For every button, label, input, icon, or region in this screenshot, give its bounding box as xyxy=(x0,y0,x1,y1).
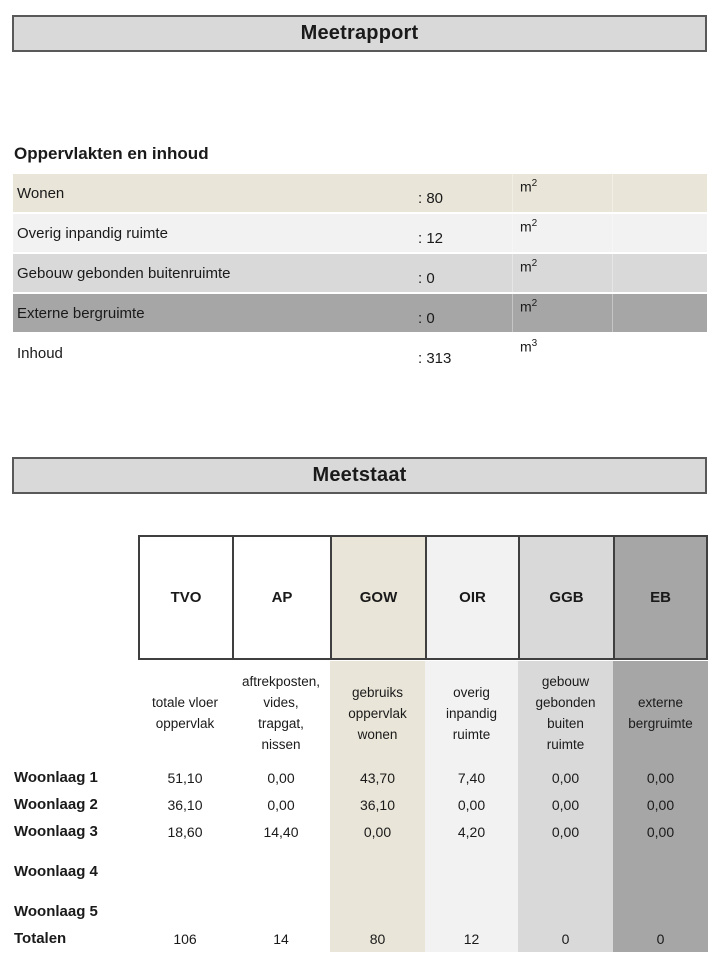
surface-row-gebouw-gebonden xyxy=(13,254,707,292)
table-cell-total: 106 xyxy=(173,930,197,947)
surface-row-wonen xyxy=(13,174,707,212)
surface-label: Wonen xyxy=(17,184,65,202)
cell-divider xyxy=(612,214,613,252)
cell-divider xyxy=(612,294,613,332)
surface-value: : 12 xyxy=(418,230,444,247)
surface-row-overig-inpandig xyxy=(13,214,707,252)
table-cell: 0,00 xyxy=(551,823,580,840)
surface-value: : 80 xyxy=(418,190,444,207)
row-label-woonlaag-3: Woonlaag 3 xyxy=(14,823,98,840)
meetstaat-title-box xyxy=(12,457,707,494)
column-header-oir: OIR xyxy=(425,535,520,660)
row-label-woonlaag-2: Woonlaag 2 xyxy=(14,796,98,813)
table-cell: 36,10 xyxy=(167,796,203,813)
table-cell: 0,00 xyxy=(267,796,295,813)
column-header-tvo: TVO xyxy=(138,535,234,660)
table-cell: 0,00 xyxy=(551,796,580,813)
column-description-gow: gebruiks oppervlak wonen xyxy=(348,684,407,742)
surface-row-externe-bergruimte xyxy=(13,294,707,332)
meetstaat-title: Meetstaat xyxy=(312,464,407,486)
surface-label: Overig inpandig ruimte xyxy=(17,224,168,242)
table-cell: 0,00 xyxy=(363,823,392,840)
cell-divider xyxy=(512,254,513,292)
surface-value: : 313 xyxy=(418,350,452,367)
cell-divider xyxy=(512,214,513,252)
table-cell: 36,10 xyxy=(359,796,396,813)
table-cell: 0,00 xyxy=(551,769,580,786)
table-cell: 0,00 xyxy=(646,823,675,840)
table-cell: 0,00 xyxy=(457,796,486,813)
row-label-totalen: Totalen xyxy=(14,930,67,947)
table-cell: 51,10 xyxy=(167,769,203,786)
surface-value: : 0 xyxy=(418,310,435,327)
row-label-woonlaag-4: Woonlaag 4 xyxy=(14,863,98,880)
report-title: Meetrapport xyxy=(300,22,419,44)
column-description-ggb: gebouw gebonden buiten ruimte xyxy=(535,674,596,752)
surface-value: : 0 xyxy=(418,270,435,287)
surfaces-heading: Oppervlakten en inhoud xyxy=(14,144,209,163)
table-cell-total: 0 xyxy=(561,930,570,947)
column-description-oir: overig inpandig ruimte xyxy=(445,684,498,742)
surface-label: Gebouw gebonden buitenruimte xyxy=(17,264,231,282)
table-cell: 14,40 xyxy=(263,823,299,840)
surface-unit: $m^2$ xyxy=(520,258,538,275)
column-header-gow: GOW xyxy=(330,535,427,660)
table-cell-total: 14 xyxy=(273,930,289,947)
column-header-ap: AP xyxy=(232,535,332,660)
row-label-woonlaag-1: Woonlaag 1 xyxy=(14,769,98,786)
report-title-box xyxy=(12,15,707,52)
table-cell: 18,60 xyxy=(167,823,203,840)
column-header-ggb: GGB xyxy=(518,535,615,660)
surface-unit: $m^2$ xyxy=(520,298,538,315)
row-label-woonlaag-5: Woonlaag 5 xyxy=(14,903,98,920)
surface-label: Inhoud xyxy=(17,344,63,362)
table-cell: 0,00 xyxy=(267,769,295,786)
surface-unit: $m^3$ xyxy=(520,338,538,355)
column-description-eb: externe bergruimte xyxy=(628,695,693,731)
table-cell: 0,00 xyxy=(646,769,675,786)
cell-divider xyxy=(512,294,513,332)
column-description-ap: aftrekposten, vides, trapgat, nissen xyxy=(241,674,321,752)
table-cell: 4,20 xyxy=(457,823,486,840)
surface-unit: $m^2$ xyxy=(520,178,538,195)
table-cell-total: 80 xyxy=(369,930,386,947)
surface-label: Externe bergruimte xyxy=(17,304,145,322)
cell-divider xyxy=(612,174,613,212)
table-cell: 43,70 xyxy=(359,769,396,786)
surface-unit: $m^2$ xyxy=(520,218,538,235)
column-header-eb: EB xyxy=(613,535,708,660)
table-cell-total: 0 xyxy=(656,930,665,947)
table-cell: 0,00 xyxy=(646,796,675,813)
surface-row-inhoud xyxy=(13,334,707,372)
table-cell-total: 12 xyxy=(463,930,480,947)
cell-divider xyxy=(512,174,513,212)
cell-divider xyxy=(612,254,613,292)
table-cell: 7,40 xyxy=(457,769,486,786)
column-description-tvo: totale vloer oppervlak xyxy=(151,695,219,731)
